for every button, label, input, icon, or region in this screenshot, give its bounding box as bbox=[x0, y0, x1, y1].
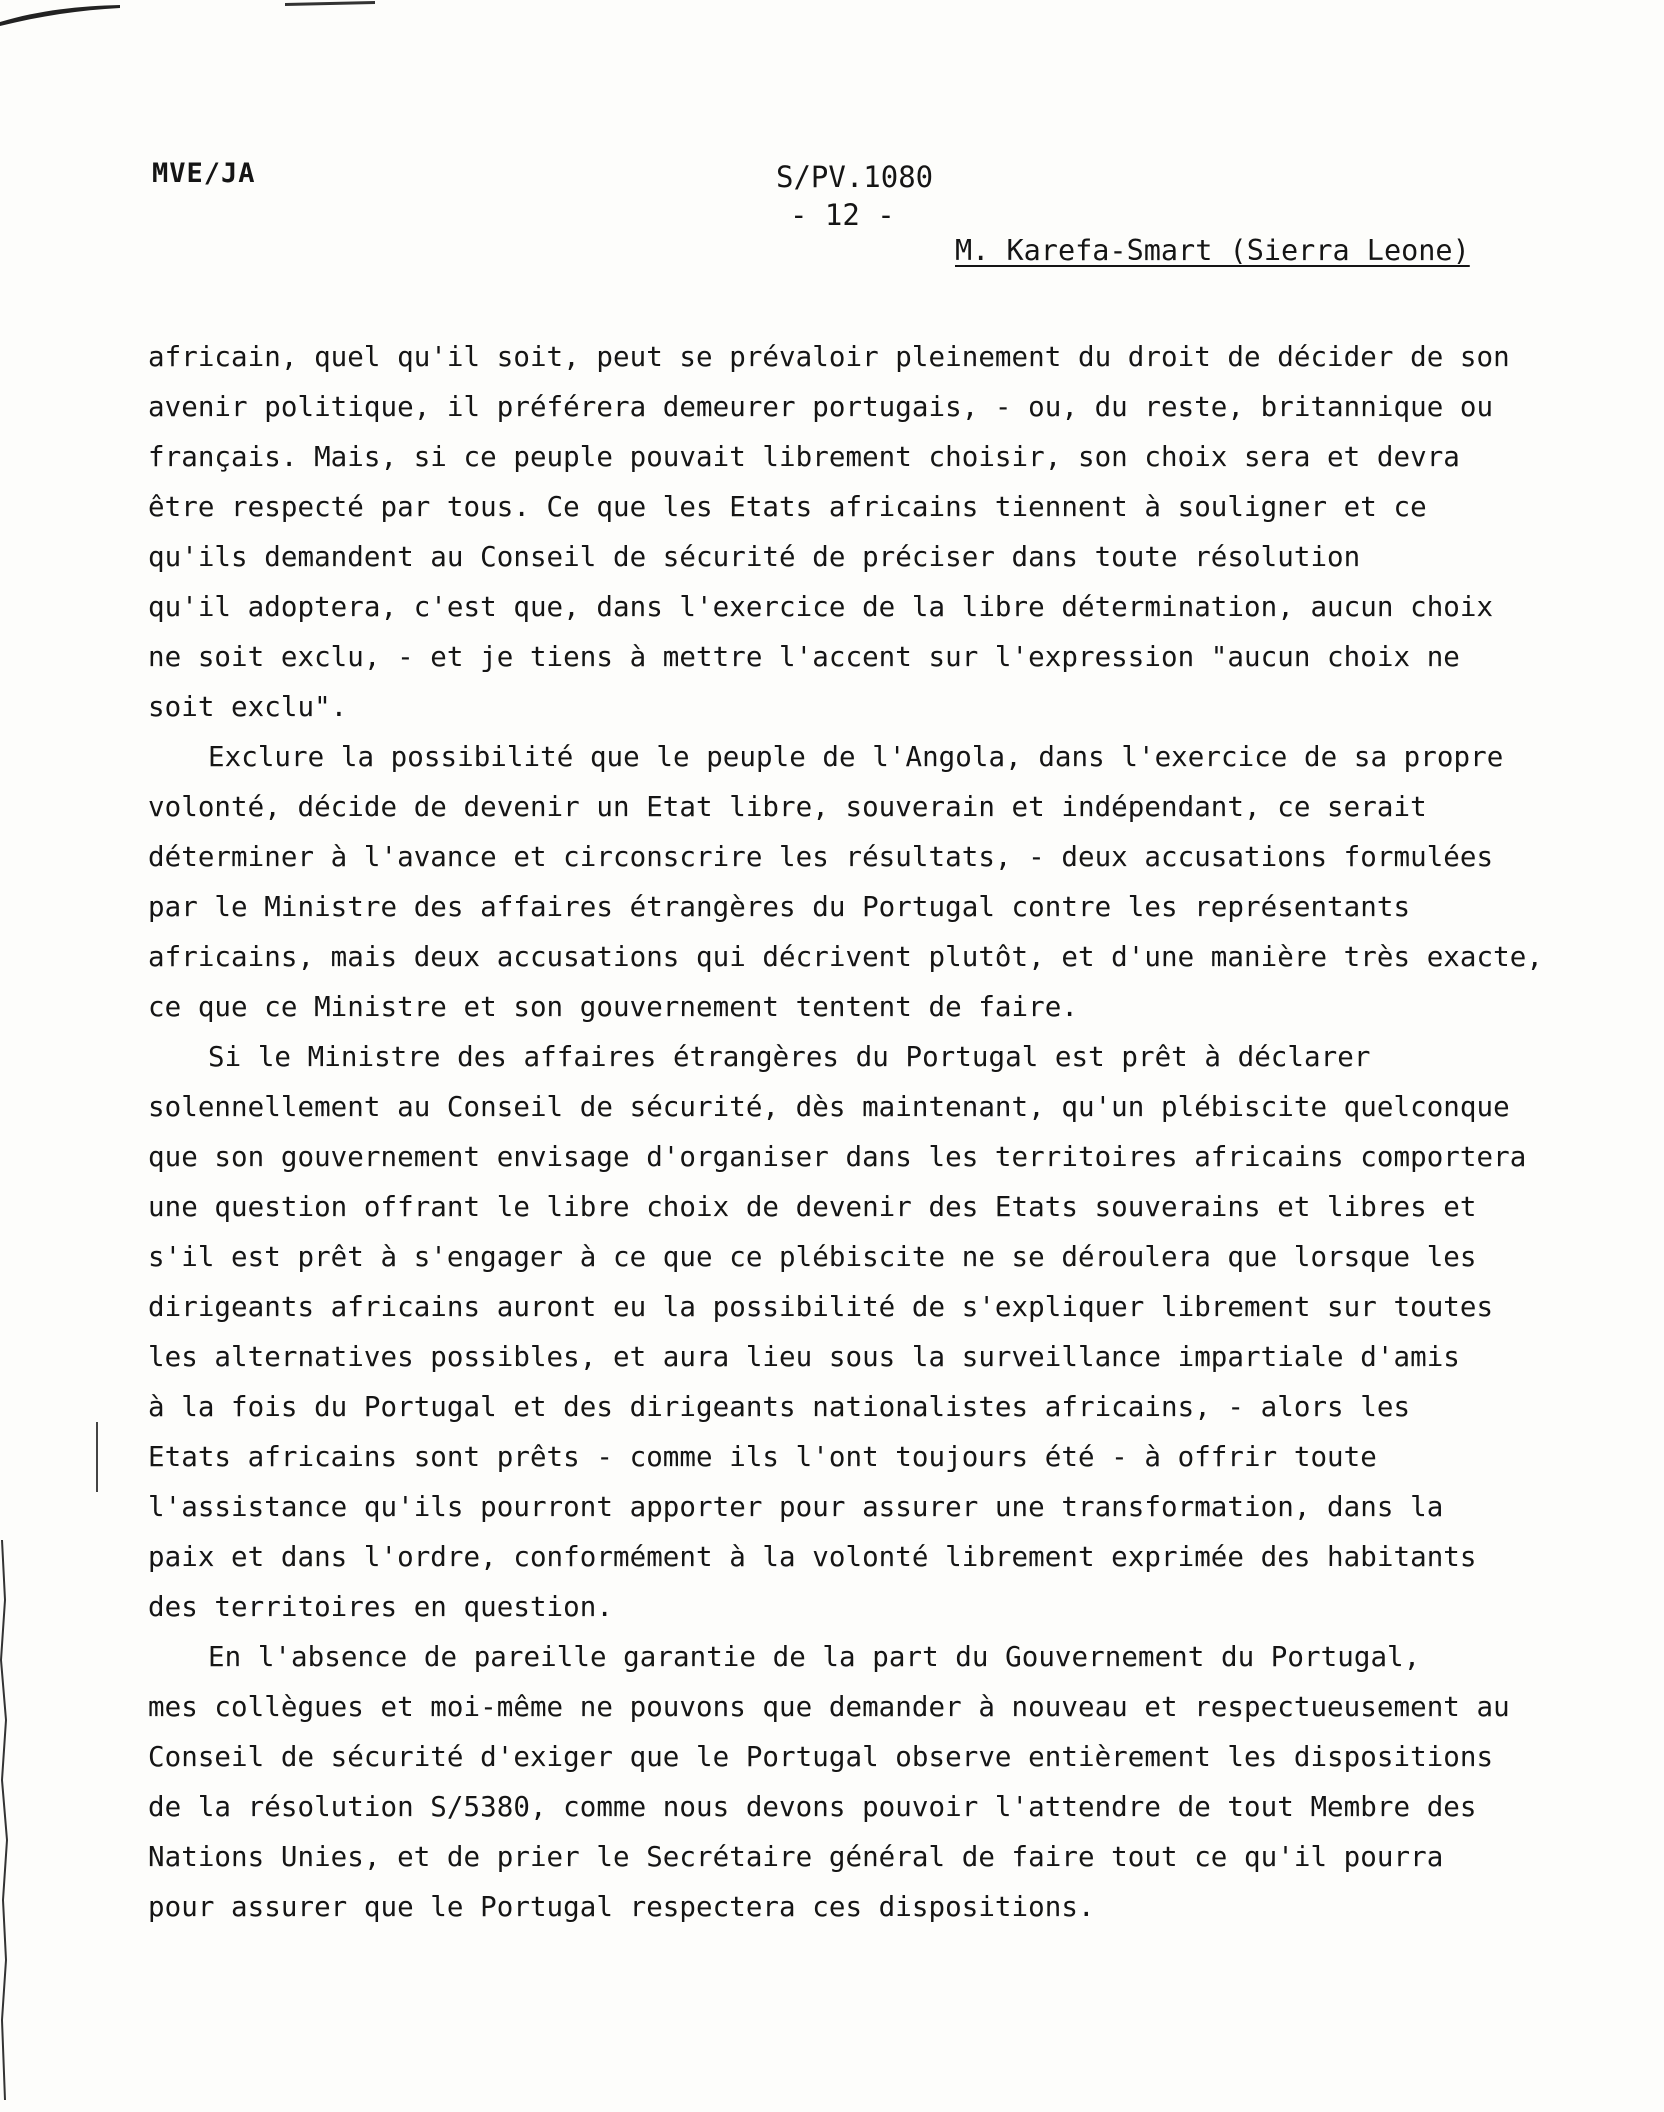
text-line: africain, quel qu'il soit, peut se prévaloir pleinement du droit de décider de son bbox=[148, 341, 1510, 373]
scan-artifact-top bbox=[0, 0, 380, 26]
speaker-name: M. Karefa-Smart (Sierra Leone) bbox=[955, 234, 1470, 267]
text-line: les alternatives possibles, et aura lieu sous la surveillance impartiale d'amis bbox=[148, 1341, 1460, 1373]
reference-code: MVE/JA bbox=[152, 158, 256, 189]
text-line: pour assurer que le Portugal respectera ces dispositions. bbox=[148, 1891, 1095, 1923]
text-line: français. Mais, si ce peuple pouvait librement choisir, son choix sera et devra bbox=[148, 441, 1460, 473]
text-line: déterminer à l'avance et circonscrire les résultats, - deux accusations formulées bbox=[148, 841, 1494, 873]
text-line: avenir politique, il préférera demeurer portugais, - ou, du reste, britannique ou bbox=[148, 391, 1494, 423]
speech-text bbox=[148, 332, 1543, 1932]
text-line: solennellement au Conseil de sécurité, dès maintenant, qu'un plébiscite quelconque bbox=[148, 1091, 1510, 1123]
text-line: être respecté par tous. Ce que les Etats africains tiennent à souligner et ce bbox=[148, 491, 1427, 523]
text-line: Nations Unies, et de prier le Secrétaire général de faire tout ce qu'il pourra bbox=[148, 1841, 1444, 1873]
document-symbol: S/PV.1080 bbox=[776, 160, 934, 194]
text-line: des territoires en question. bbox=[148, 1591, 613, 1623]
text-line: Etats africains sont prêts - comme ils l'ont toujours été - à offrir toute bbox=[148, 1441, 1377, 1473]
text-line: à la fois du Portugal et des dirigeants nationalistes africains, - alors les bbox=[148, 1391, 1411, 1423]
text-line: une question offrant le libre choix de devenir des Etats souverains et libres et bbox=[148, 1191, 1477, 1223]
text-line: par le Ministre des affaires étrangères du Portugal contre les représentants bbox=[148, 891, 1411, 923]
text-line: de la résolution S/5380, comme nous devons pouvoir l'attendre de tout Membre des bbox=[148, 1791, 1477, 1823]
paragraph-start-line: Si le Ministre des affaires étrangères du Portugal est prêt à déclarer bbox=[208, 1041, 1371, 1073]
text-line: soit exclu". bbox=[148, 691, 348, 723]
text-line: africains, mais deux accusations qui décrivent plutôt, et d'une manière très exacte, bbox=[148, 941, 1543, 973]
page-number: - 12 - bbox=[790, 198, 895, 232]
text-line: ne soit exclu, - et je tiens à mettre l'accent sur l'expression "aucun choix ne bbox=[148, 641, 1460, 673]
scan-artifact-left-edge bbox=[0, 1540, 18, 2100]
text-line: volonté, décide de devenir un Etat libre, souverain et indépendant, ce serait bbox=[148, 791, 1427, 823]
text-line: dirigeants africains auront eu la possibilité de s'expliquer librement sur toutes bbox=[148, 1291, 1494, 1323]
paragraph-start-line: Exclure la possibilité que le peuple de l'Angola, dans l'exercice de sa propre bbox=[208, 741, 1504, 773]
text-line: qu'il adoptera, c'est que, dans l'exercice de la libre détermination, aucun choix bbox=[148, 591, 1494, 623]
text-line: paix et dans l'ordre, conformément à la volonté librement exprimée des habitants bbox=[148, 1541, 1477, 1573]
text-line: que son gouvernement envisage d'organiser dans les territoires africains comportera bbox=[148, 1141, 1527, 1173]
text-line: qu'ils demandent au Conseil de sécurité de préciser dans toute résolution bbox=[148, 541, 1361, 573]
text-line: mes collègues et moi-même ne pouvons que demander à nouveau et respectueusement au bbox=[148, 1691, 1510, 1723]
text-line: ce que ce Ministre et son gouvernement tentent de faire. bbox=[148, 991, 1078, 1023]
text-line: Conseil de sécurité d'exiger que le Portugal observe entièrement les dispositions bbox=[148, 1741, 1494, 1773]
text-line: l'assistance qu'ils pourront apporter pour assurer une transformation, dans la bbox=[148, 1491, 1444, 1523]
scan-artifact-margin-mark bbox=[96, 1422, 98, 1492]
paragraph-start-line: En l'absence de pareille garantie de la part du Gouvernement du Portugal, bbox=[208, 1641, 1421, 1673]
text-line: s'il est prêt à s'engager à ce que ce plébiscite ne se déroulera que lorsque les bbox=[148, 1241, 1477, 1273]
